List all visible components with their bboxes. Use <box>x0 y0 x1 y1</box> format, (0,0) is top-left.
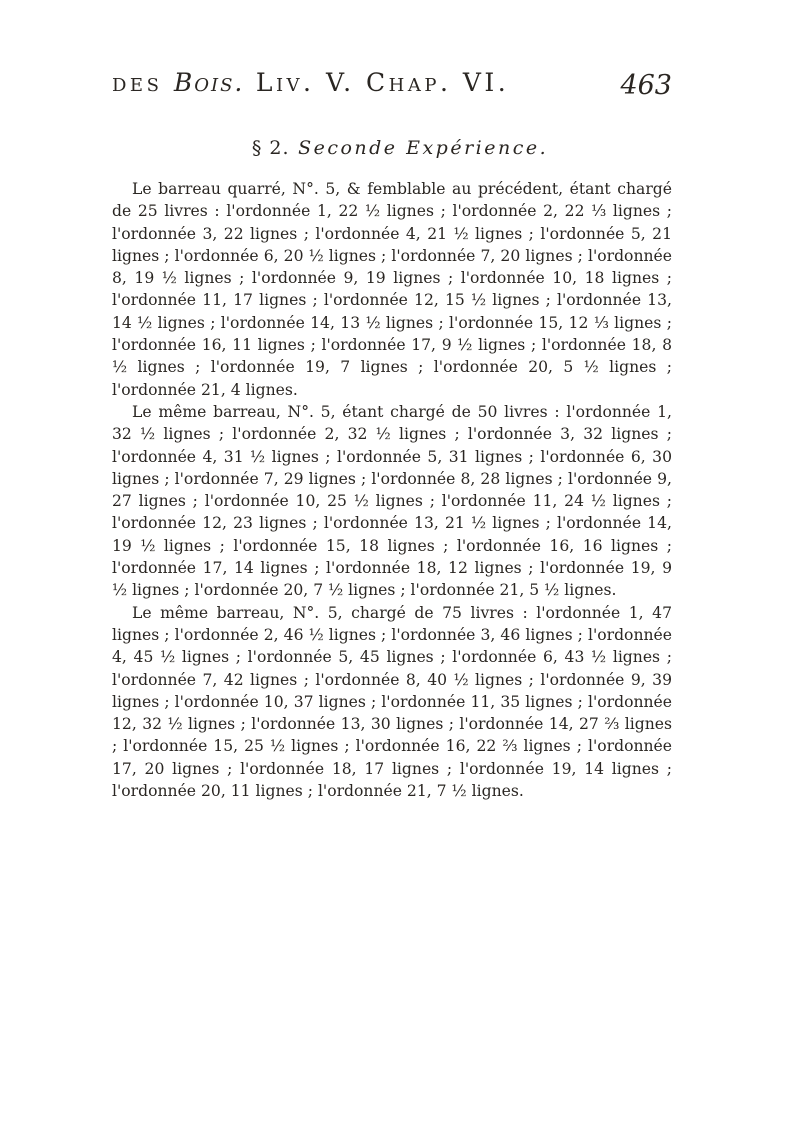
running-title-prefix: des <box>112 68 163 97</box>
body-text <box>112 178 672 802</box>
section-title: Seconde Expérience. <box>298 137 549 159</box>
section-number: § 2. <box>251 137 290 159</box>
running-head <box>112 68 672 108</box>
page-number: 463 <box>620 70 672 101</box>
paragraph-first-experiment: Le barreau quarré, N°. 5, & femblable au précédent, étant chargé de 25 livres : l'ordonnée 1, 22 ½ lignes ; l'ordonnée 2, 22 ⅓ lignes ; l'ordonnée 3, 22 lignes ; l'ordonnée 4, 21 ½ lignes ; l'ordonnée 5, 21 lignes ; l'ordonnée 6, 20 ½ lignes ; l'ordonnée 7, 20 lignes ; l'ordonnée 8, 19 ½ lignes ; l'ordonnée 9, 19 lignes ; l'ordonnée 10, 18 lignes ; l'ordonnée 11, 17 lignes ; l'ordonnée 12, 15 ½ lignes ; l'ordonnée 13, 14 ½ lignes ; l'ordonnée 14, 13 ½ lignes ; l'ordonnée 15, 12 ⅓ lignes ; l'ordonnée 16, 11 lignes ; l'ordonnée 17, 9 ½ lignes ; l'ordonnée 18, 8 ½ lignes ; l'ordonnée 19, 7 lignes ; l'ordonnée 20, 5 ½ lignes ; l'ordonnée 21, 4 lignes. <box>112 180 672 399</box>
running-title-rest: Liv. V. Chap. VI. <box>255 68 510 97</box>
paragraph-third-experiment: Le même barreau, N°. 5, chargé de 75 livres : l'ordonnée 1, 47 lignes ; l'ordonnée 2, 46 ½ lignes ; l'ordonnée 3, 46 lignes ; l'ordonnée 4, 45 ½ lignes ; l'ordonnée 5, 45 lignes ; l'ordonnée 6, 43 ½ lignes ; l'ordonnée 7, 42 lignes ; l'ordonnée 8, 40 ½ lignes ; l'ordonnée 9, 39 lignes ; l'ordonnée 10, 37 lignes ; l'ordonnée 11, 35 lignes ; l'ordonnée 12, 32 ½ lignes ; l'ordonnée 13, 30 lignes ; l'ordonnée 14, 27 ⅔ lignes ; l'ordonnée 15, 25 ½ lignes ; l'ordonnée 16, 22 ⅔ lignes ; l'ordonnée 17, 20 lignes ; l'ordonnée 18, 17 lignes ; l'ordonnée 19, 14 lignes ; l'ordonnée 20, 11 lignes ; l'ordonnée 21, 7 ½ lignes. <box>112 603 672 801</box>
running-title-italic: Bois. <box>173 68 245 97</box>
section-heading <box>0 137 800 159</box>
paragraph-second-experiment: Le même barreau, N°. 5, étant chargé de 50 livres : l'ordonnée 1, 32 ½ lignes ; l'ordonnée 2, 32 ½ lignes ; l'ordonnée 3, 32 lignes ; l'ordonnée 4, 31 ½ lignes ; l'ordonnée 5, 31 lignes ; l'ordonnée 6, 30 lignes ; l'ordonnée 7, 29 lignes ; l'ordonnée 8, 28 lignes ; l'ordonnée 9, 27 lignes ; l'ordonnée 10, 25 ½ lignes ; l'ordonnée 11, 24 ½ lignes ; l'ordonnée 12, 23 lignes ; l'ordonnée 13, 21 ½ lignes ; l'ordonnée 14, 19 ½ lignes ; l'ordonnée 15, 18 lignes ; l'ordonnée 16, 16 lignes ; l'ordonnée 17, 14 lignes ; l'ordonnée 18, 12 lignes ; l'ordonnée 19, 9 ½ lignes ; l'ordonnée 20, 7 ½ lignes ; l'ordonnée 21, 5 ½ lignes. <box>112 402 672 600</box>
running-title <box>112 68 509 97</box>
